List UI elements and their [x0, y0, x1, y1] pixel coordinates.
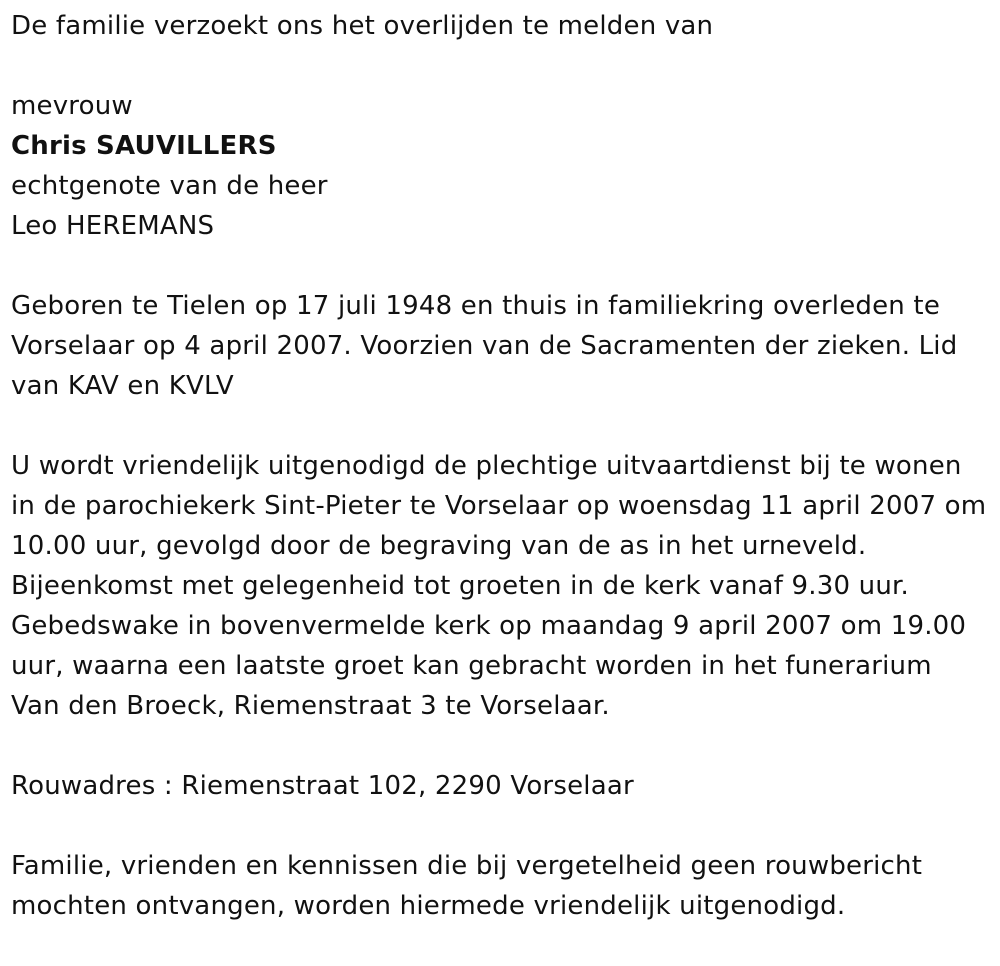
- paragraph-line: Bijeenkomst met gelegenheid tot groeten in de kerk vanaf 9.30 uur.: [11, 571, 909, 601]
- birth-death-paragraph: [11, 286, 993, 406]
- spacer: [11, 246, 993, 286]
- paragraph-line: in de parochiekerk Sint-Pieter te Vorselaar op woensdag 11 april 2007 om: [11, 491, 987, 521]
- closing-paragraph: [11, 846, 993, 926]
- relation-text: echtgenote van de heer: [11, 171, 328, 201]
- mourning-address: Rouwadres : Riemenstraat 102, 2290 Vorselaar: [11, 771, 634, 801]
- spacer: [11, 406, 993, 446]
- obituary-notice: [11, 6, 993, 926]
- paragraph-line: Van den Broeck, Riemenstraat 3 te Vorselaar.: [11, 691, 610, 721]
- paragraph-line: uur, waarna een laatste groet kan gebracht worden in het funerarium: [11, 651, 932, 681]
- spouse-name: Leo HEREMANS: [11, 211, 215, 241]
- paragraph-line: Familie, vrienden en kennissen die bij vergetelheid geen rouwbericht: [11, 851, 923, 881]
- paragraph-line: Vorselaar op 4 april 2007. Voorzien van de Sacramenten der zieken. Lid: [11, 331, 958, 361]
- honorific: mevrouw: [11, 91, 133, 121]
- paragraph-line: 10.00 uur, gevolgd door de begraving van de as in het urneveld.: [11, 531, 867, 561]
- spacer: [11, 726, 993, 766]
- paragraph-line: van KAV en KVLV: [11, 371, 234, 401]
- paragraph-line: Gebedswake in bovenvermelde kerk op maandag 9 april 2007 om 19.00: [11, 611, 967, 641]
- funeral-service-paragraph: [11, 446, 993, 726]
- intro-text: De familie verzoekt ons het overlijden te melden van: [11, 11, 714, 41]
- paragraph-line: mochten ontvangen, worden hiermede vriendelijk uitgenodigd.: [11, 891, 846, 921]
- paragraph-line: U wordt vriendelijk uitgenodigd de plechtige uitvaartdienst bij te wonen: [11, 451, 962, 481]
- deceased-name: Chris SAUVILLERS: [11, 131, 277, 161]
- spacer: [11, 806, 993, 846]
- paragraph-line: Geboren te Tielen op 17 juli 1948 en thuis in familiekring overleden te: [11, 291, 941, 321]
